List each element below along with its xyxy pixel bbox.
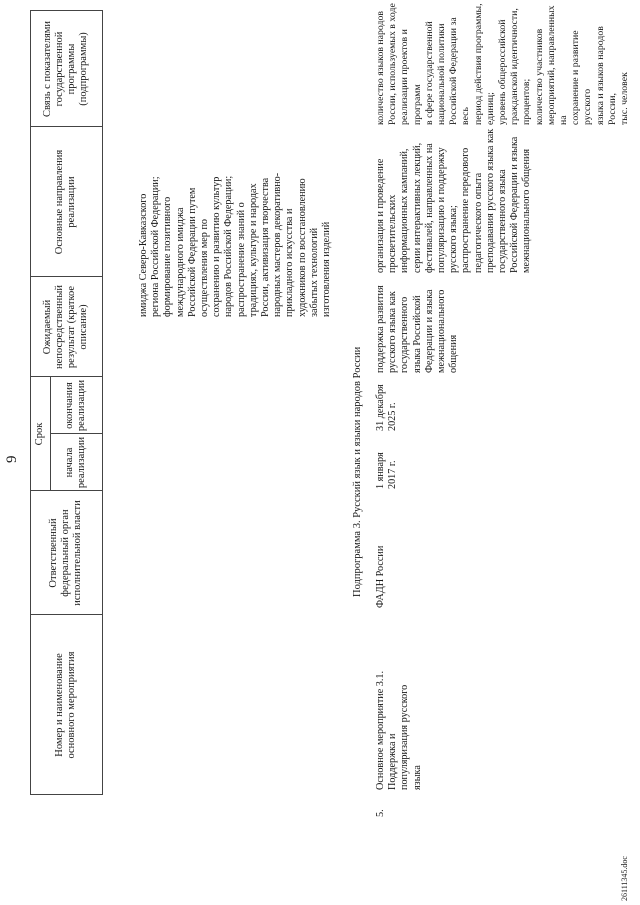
- header-indicators-link: Связь с показателями государственной программы (подпрограммы): [42, 20, 89, 118]
- row-term-start: 1 января 2017 г.: [375, 452, 399, 489]
- row-agency: ФАДН России: [375, 545, 386, 608]
- header-expected-result: Ожидаемый непосредственный результат (краткое описание): [42, 285, 89, 369]
- footer-document-code: 26111345.doc: [620, 856, 629, 901]
- row-indicators: количество языков народов России, используемых в ходе реализации проектов и программ в сфере государственной национальной политики Российской Федерации за весь период действия программы, единиц; уровень общероссийской гражданской идентичности, процентов; количество участников мероприятий, направленных на сохранение и развитие русского языка и языков народов России, тыс. человек: [375, 3, 631, 125]
- continued-directions-text: имиджа Северо-Кавказского региона Российской Федерации; формирование позитивного международного имиджа Российской Федерации путем осуществления мер по сохранению и развитию культур народов Российской Федерации; распространение знаний о традициях, культуре и народах России, активизация творчества народных мастеров декоративно- прикладного искусства и художников по восстановлению забытых технологий изготовления изделий: [138, 172, 333, 317]
- row-term-end: 31 декабря 2025 г.: [375, 384, 399, 431]
- table-header-bottom-border: [102, 10, 103, 795]
- row-expected-result: поддержка развития русского языка как государственного языка Российской Федерации и языка межнационального общения: [375, 285, 460, 373]
- header-term: Срок: [34, 422, 45, 446]
- row-main-directions: организация и проведение просветительских информационных кампаний, серии интерактивных лекций, фестивалей, направленных на популяризацию и поддержку русского языка; распространение передового педагогического опыта преподавания русского языка как государственного языка Российской Федерации и языка межнационального общения: [375, 128, 533, 273]
- page-number: 9: [4, 455, 20, 463]
- row-number: 5.: [375, 809, 386, 817]
- subprogram-title: Подпрограмма 3. Русский язык и языки народов России: [352, 346, 363, 597]
- row-activity-name: Основное мероприятие 3.1. Поддержка и популяризация русского языка: [375, 670, 423, 790]
- header-main-directions: Основные направления реализации: [54, 149, 77, 255]
- header-term-end: окончания реализации: [64, 379, 87, 432]
- header-number-name: Номер и наименование основного мероприятия: [54, 651, 77, 759]
- header-agency: Ответственный федеральный орган исполнительной власти: [48, 500, 83, 606]
- header-term-start: начала реализации: [64, 436, 87, 489]
